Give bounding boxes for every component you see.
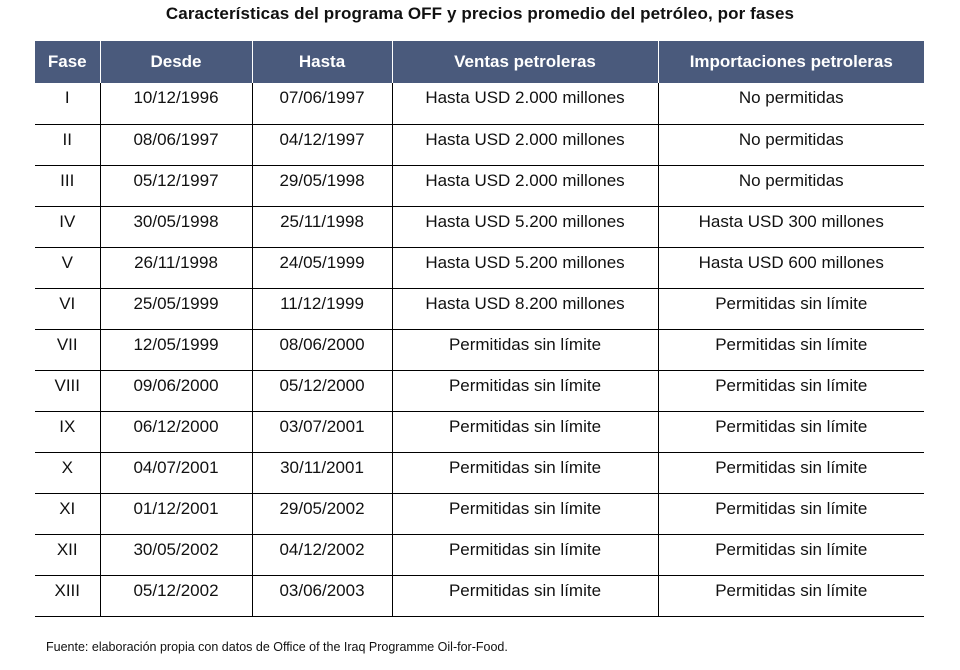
cell-fase: VII <box>35 329 100 370</box>
cell-ventas: Permitidas sin límite <box>392 534 658 575</box>
cell-hasta: 04/12/2002 <box>252 534 392 575</box>
cell-ventas: Permitidas sin límite <box>392 452 658 493</box>
cell-fase: VI <box>35 288 100 329</box>
cell-hasta: 08/06/2000 <box>252 329 392 370</box>
cell-ventas: Permitidas sin límite <box>392 493 658 534</box>
cell-hasta: 04/12/1997 <box>252 124 392 165</box>
cell-fase: XIII <box>35 575 100 616</box>
table-row <box>35 329 924 370</box>
cell-fase: III <box>35 165 100 206</box>
cell-desde: 12/05/1999 <box>100 329 252 370</box>
cell-desde: 05/12/1997 <box>100 165 252 206</box>
table-row <box>35 83 924 124</box>
table-row <box>35 452 924 493</box>
cell-hasta: 25/11/1998 <box>252 206 392 247</box>
cell-importaciones: Permitidas sin límite <box>658 452 924 493</box>
cell-hasta: 29/05/1998 <box>252 165 392 206</box>
table-row <box>35 575 924 616</box>
cell-hasta: 11/12/1999 <box>252 288 392 329</box>
cell-ventas: Hasta USD 2.000 millones <box>392 165 658 206</box>
header-importaciones-petroleras: Importaciones petroleras <box>658 41 924 83</box>
cell-desde: 30/05/1998 <box>100 206 252 247</box>
cell-hasta: 03/06/2003 <box>252 575 392 616</box>
cell-hasta: 29/05/2002 <box>252 493 392 534</box>
header-row <box>35 41 924 83</box>
cell-hasta: 03/07/2001 <box>252 411 392 452</box>
cell-fase: IX <box>35 411 100 452</box>
cell-importaciones: Permitidas sin límite <box>658 534 924 575</box>
table-row <box>35 534 924 575</box>
table-header <box>35 41 924 83</box>
table-body <box>35 83 924 616</box>
cell-desde: 10/12/1996 <box>100 83 252 124</box>
cell-importaciones: Permitidas sin límite <box>658 411 924 452</box>
header-hasta: Hasta <box>252 41 392 83</box>
header-fase: Fase <box>35 41 100 83</box>
header-ventas-petroleras: Ventas petroleras <box>392 41 658 83</box>
source-footnote: Fuente: elaboración propia con datos de Office of the Iraq Programme Oil-for-Food. <box>46 640 508 654</box>
cell-importaciones: No permitidas <box>658 165 924 206</box>
cell-fase: XII <box>35 534 100 575</box>
cell-hasta: 24/05/1999 <box>252 247 392 288</box>
table-row <box>35 411 924 452</box>
cell-fase: XI <box>35 493 100 534</box>
cell-hasta: 05/12/2000 <box>252 370 392 411</box>
cell-ventas: Permitidas sin límite <box>392 329 658 370</box>
cell-importaciones: Permitidas sin límite <box>658 370 924 411</box>
table-row <box>35 370 924 411</box>
table-row <box>35 165 924 206</box>
cell-fase: I <box>35 83 100 124</box>
cell-ventas: Hasta USD 2.000 millones <box>392 83 658 124</box>
table-row <box>35 247 924 288</box>
cell-desde: 08/06/1997 <box>100 124 252 165</box>
cell-importaciones: No permitidas <box>658 124 924 165</box>
cell-importaciones: Hasta USD 300 millones <box>658 206 924 247</box>
cell-ventas: Permitidas sin límite <box>392 411 658 452</box>
table-row <box>35 124 924 165</box>
header-desde: Desde <box>100 41 252 83</box>
cell-fase: II <box>35 124 100 165</box>
cell-desde: 05/12/2002 <box>100 575 252 616</box>
cell-fase: X <box>35 452 100 493</box>
cell-ventas: Hasta USD 5.200 millones <box>392 247 658 288</box>
cell-importaciones: No permitidas <box>658 83 924 124</box>
cell-fase: IV <box>35 206 100 247</box>
cell-ventas: Permitidas sin límite <box>392 370 658 411</box>
cell-desde: 04/07/2001 <box>100 452 252 493</box>
table-row <box>35 288 924 329</box>
phases-table <box>35 41 924 617</box>
cell-desde: 06/12/2000 <box>100 411 252 452</box>
table-row <box>35 493 924 534</box>
cell-fase: VIII <box>35 370 100 411</box>
cell-importaciones: Hasta USD 600 millones <box>658 247 924 288</box>
cell-hasta: 30/11/2001 <box>252 452 392 493</box>
cell-importaciones: Permitidas sin límite <box>658 575 924 616</box>
cell-importaciones: Permitidas sin límite <box>658 493 924 534</box>
cell-ventas: Hasta USD 8.200 millones <box>392 288 658 329</box>
cell-desde: 01/12/2001 <box>100 493 252 534</box>
cell-ventas: Hasta USD 2.000 millones <box>392 124 658 165</box>
cell-ventas: Permitidas sin límite <box>392 575 658 616</box>
cell-desde: 26/11/1998 <box>100 247 252 288</box>
cell-desde: 30/05/2002 <box>100 534 252 575</box>
table-title: Características del programa OFF y precios promedio del petróleo, por fases <box>165 4 795 23</box>
cell-hasta: 07/06/1997 <box>252 83 392 124</box>
cell-importaciones: Permitidas sin límite <box>658 329 924 370</box>
cell-desde: 09/06/2000 <box>100 370 252 411</box>
cell-ventas: Hasta USD 5.200 millones <box>392 206 658 247</box>
table-row <box>35 206 924 247</box>
cell-importaciones: Permitidas sin límite <box>658 288 924 329</box>
cell-fase: V <box>35 247 100 288</box>
cell-desde: 25/05/1999 <box>100 288 252 329</box>
